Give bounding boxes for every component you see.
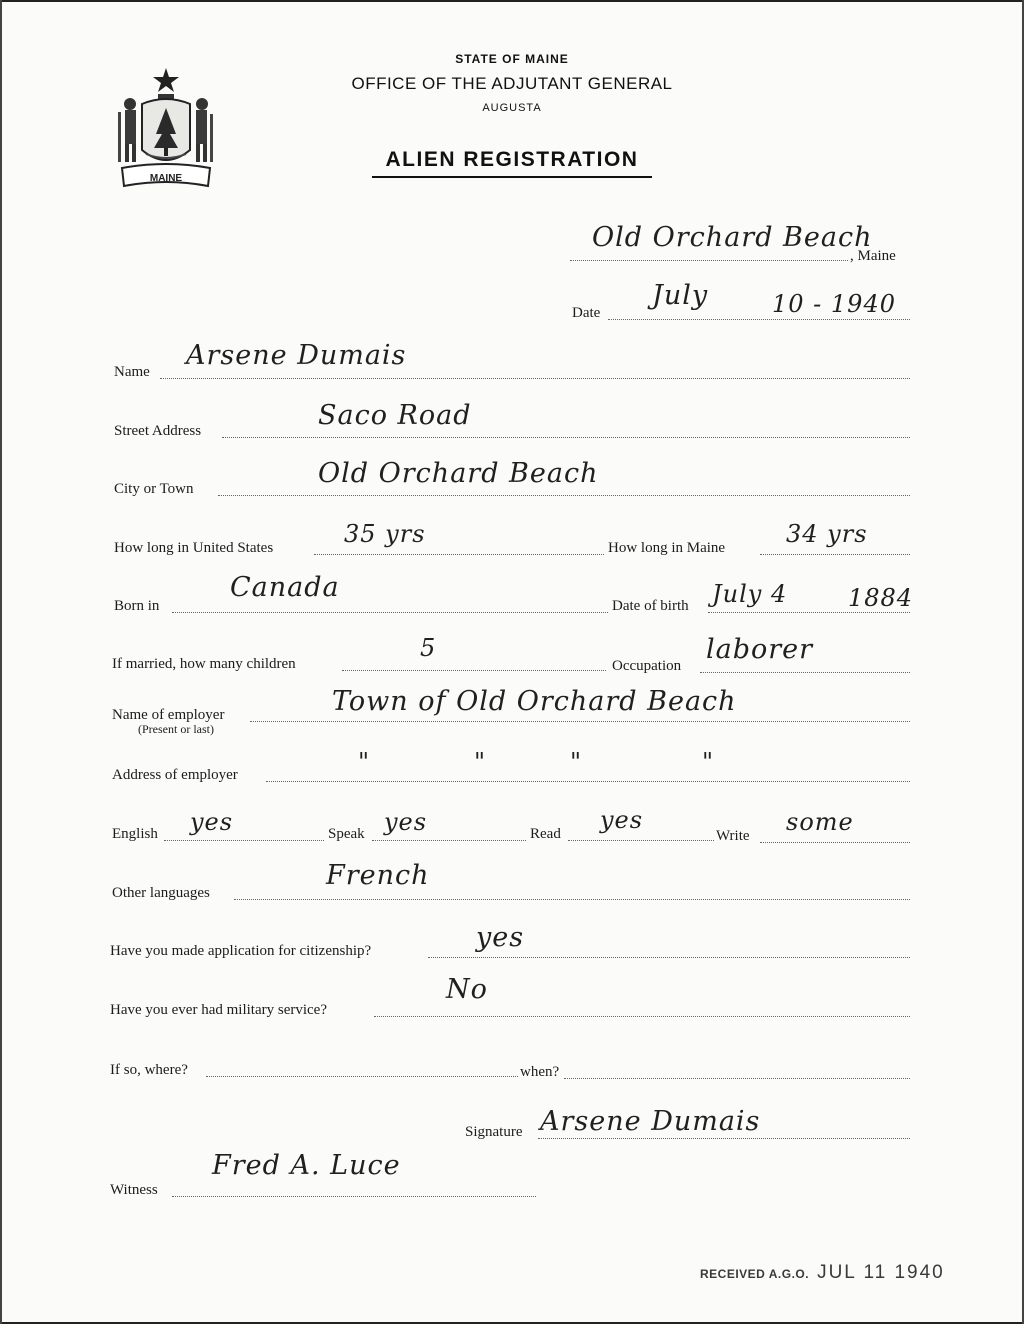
children-value: 5 bbox=[420, 634, 437, 662]
employer-address-label: Address of employer bbox=[112, 767, 238, 783]
city-value: Old Orchard Beach bbox=[318, 458, 599, 489]
street-label: Street Address bbox=[114, 423, 202, 439]
date-label: Date bbox=[572, 305, 601, 321]
born-in-line bbox=[172, 612, 608, 613]
signature-line bbox=[538, 1138, 910, 1139]
write-line bbox=[760, 842, 910, 843]
dob-month-value: July 4 bbox=[712, 580, 788, 608]
witness-value: Fred A. Luce bbox=[212, 1150, 401, 1181]
read-label: Read bbox=[530, 826, 561, 842]
received-stamp bbox=[700, 1262, 945, 1284]
street-line bbox=[222, 437, 910, 438]
name-value: Arsene Dumais bbox=[186, 340, 407, 371]
english-label: English bbox=[112, 826, 158, 842]
when-label: when? bbox=[520, 1064, 560, 1080]
city-line bbox=[218, 495, 910, 496]
where-line bbox=[206, 1076, 518, 1077]
years-us-label: How long in United States bbox=[114, 540, 274, 556]
born-in-label: Born in bbox=[114, 598, 160, 614]
children-line bbox=[342, 670, 606, 671]
employer-note: (Present or last) bbox=[138, 722, 214, 736]
when-line bbox=[564, 1078, 910, 1079]
born-in-value: Canada bbox=[230, 572, 340, 603]
ditto-mark-1: " bbox=[358, 748, 371, 776]
citizenship-line bbox=[428, 957, 910, 958]
place-value: Old Orchard Beach bbox=[592, 222, 873, 253]
date-day-year-value: 10 - 1940 bbox=[772, 290, 896, 318]
ditto-mark-3: " bbox=[570, 748, 583, 776]
read-line bbox=[568, 840, 714, 841]
received-stamp-date: JUL 11 1940 bbox=[817, 1262, 945, 1283]
ditto-mark-4: " bbox=[702, 748, 715, 776]
header-city: AUGUSTA bbox=[482, 102, 542, 114]
date-line bbox=[608, 319, 910, 320]
title-underline bbox=[372, 176, 652, 178]
years-maine-value: 34 yrs bbox=[786, 520, 868, 548]
dob-line bbox=[708, 612, 910, 613]
city-label: City or Town bbox=[114, 481, 194, 497]
place-line bbox=[570, 260, 848, 261]
citizenship-value: yes bbox=[476, 922, 525, 953]
employer-address-line bbox=[266, 781, 910, 782]
header-office: OFFICE OF THE ADJUTANT GENERAL bbox=[351, 74, 673, 93]
name-label: Name bbox=[114, 364, 150, 380]
years-maine-label: How long in Maine bbox=[608, 540, 726, 556]
speak-line bbox=[372, 840, 526, 841]
military-label: Have you ever had military service? bbox=[110, 1002, 327, 1018]
speak-label: Speak bbox=[328, 826, 365, 842]
write-label: Write bbox=[716, 828, 750, 844]
ditto-mark-2: " bbox=[474, 748, 487, 776]
signature-label: Signature bbox=[465, 1124, 523, 1140]
witness-line bbox=[172, 1196, 536, 1197]
seal-banner-text: MAINE bbox=[149, 173, 183, 184]
page-border-left bbox=[0, 0, 2, 1324]
english-value: yes bbox=[190, 808, 234, 836]
write-value: some bbox=[786, 808, 854, 836]
years-us-line bbox=[314, 554, 604, 555]
witness-label: Witness bbox=[110, 1182, 158, 1198]
occupation-label: Occupation bbox=[612, 658, 682, 674]
years-maine-line bbox=[760, 554, 910, 555]
citizenship-label: Have you made application for citizenship? bbox=[110, 943, 372, 959]
dob-year-value: 1884 bbox=[848, 584, 914, 612]
where-label: If so, where? bbox=[110, 1062, 188, 1078]
date-month-value: July bbox=[652, 280, 709, 311]
military-value: No bbox=[446, 974, 488, 1005]
employer-line bbox=[250, 721, 910, 722]
form-title: ALIEN REGISTRATION bbox=[385, 148, 639, 171]
other-languages-label: Other languages bbox=[112, 885, 210, 901]
page-border-top bbox=[0, 0, 1024, 2]
occupation-value: laborer bbox=[706, 634, 814, 665]
signature-value: Arsene Dumais bbox=[540, 1106, 761, 1137]
other-languages-value: French bbox=[326, 860, 430, 891]
military-line bbox=[374, 1016, 910, 1017]
other-languages-line bbox=[234, 899, 910, 900]
years-us-value: 35 yrs bbox=[344, 520, 426, 548]
english-line bbox=[164, 840, 324, 841]
header-state: STATE OF MAINE bbox=[455, 52, 569, 66]
occupation-line bbox=[700, 672, 910, 673]
children-label: If married, how many children bbox=[112, 656, 296, 672]
speak-value: yes bbox=[384, 808, 428, 836]
read-value: yes bbox=[600, 806, 644, 834]
employer-value: Town of Old Orchard Beach bbox=[332, 686, 737, 717]
employer-label: Name of employer bbox=[112, 707, 225, 723]
maine-label: , Maine bbox=[850, 248, 896, 264]
name-line bbox=[160, 378, 910, 379]
dob-label: Date of birth bbox=[612, 598, 689, 614]
street-value: Saco Road bbox=[318, 400, 472, 431]
received-stamp-text: RECEIVED A.G.O. bbox=[700, 1267, 810, 1281]
